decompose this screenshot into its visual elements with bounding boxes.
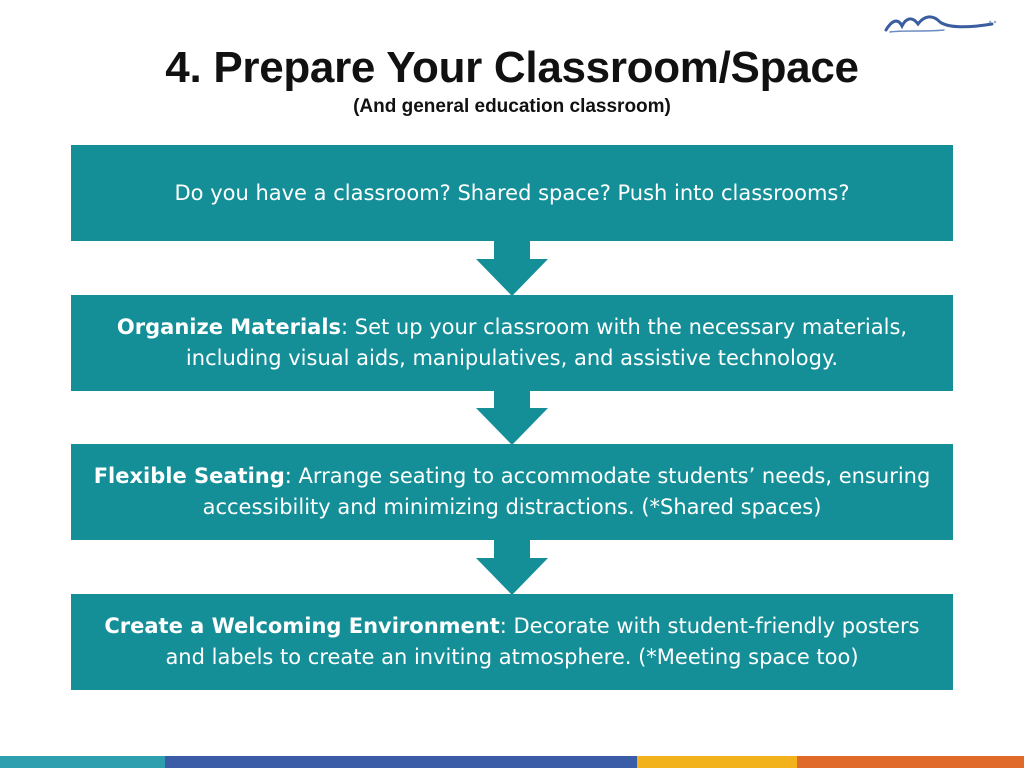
step-box-classroom-question [71, 145, 953, 241]
footer-segment [637, 756, 797, 768]
page-title: 4. Prepare Your Classroom/Space [165, 43, 859, 92]
down-arrow-icon [476, 390, 548, 445]
footer-segment [0, 756, 165, 768]
down-arrow-icon [476, 241, 548, 296]
down-arrow-icon [476, 540, 548, 595]
step-bold: Flexible Seating [93, 464, 285, 488]
step-detail: : Arrange seating to accommodate students’ needs, ensuring accessibility and minimizing distractions. (*Shared spaces) [202, 464, 931, 519]
step-text [89, 312, 935, 374]
footer-color-bar [0, 756, 1024, 768]
step-box-flexible-seating [71, 444, 953, 540]
step-box-organize-materials [71, 295, 953, 391]
step-bold: Organize Materials [116, 315, 342, 339]
step-text [175, 178, 850, 209]
step-box-welcoming-environment [71, 594, 953, 690]
footer-segment [165, 756, 637, 768]
step-text [89, 461, 935, 523]
step-text [89, 611, 935, 673]
mountain-logo-icon [884, 10, 1000, 40]
step-bold: Create a Welcoming Environment [104, 614, 500, 638]
step-detail: : Decorate with student-friendly posters and labels to create an inviting atmosphere. (*Meeting space too) [165, 614, 920, 669]
page-subtitle: (And general education classroom) [353, 96, 671, 117]
footer-segment [797, 756, 1024, 768]
step-detail: : Set up your classroom with the necessary materials, including visual aids, manipulatives, and assistive technology. [185, 315, 908, 370]
step-detail: Do you have a classroom? Shared space? Push into classrooms? [174, 180, 850, 205]
